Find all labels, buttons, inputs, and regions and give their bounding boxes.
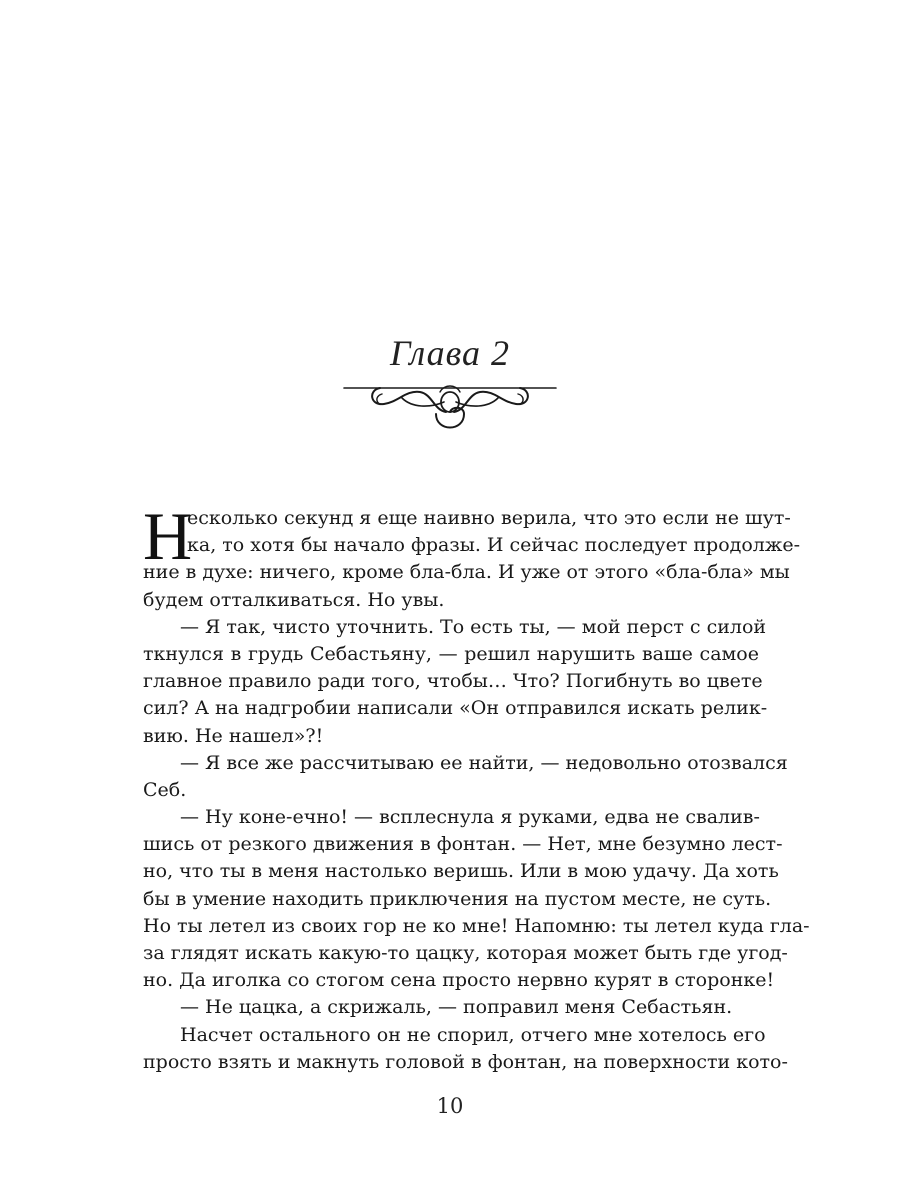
text-line: ка, то хотя бы начало фразы. И сейчас последует продолже- [187,534,800,557]
text-line: — Я так, чисто уточнить. То есть ты, — мой перст с силой [180,615,767,638]
chapter-ornament [340,376,560,438]
text-line: сил? А на надгробии написали «Он отправился искать релик- [143,697,768,720]
text-line: за глядят искать какую-то цацку, которая может быть где угод- [143,942,788,964]
text-line: бы в умение находить приключения на пустом месте, не суть. [143,887,772,910]
text-line: — Я все же рассчитываю ее найти, — недовольно отозвался [180,751,788,774]
text-line: — Не цацка, а скрижаль, — поправил меня Себастьян. [180,996,733,1019]
text-line: но, что ты в меня настолько веришь. Или в мою удачу. Да хоть [143,860,779,883]
text-line: Насчет остального он не спорил, отчего мне хотелось его [180,1023,766,1046]
text-line: просто взять и макнуть головой в фонтан, на поверхности кото- [143,1050,788,1073]
text-line: ние в духе: ничего, кроме бла-бла. И уже от этого «бла-бла» мы [143,561,790,584]
text-line: ткнулся в грудь Себастьяну, — решил нарушить ваше самое [143,642,759,665]
chapter-title: Глава 2 [389,333,511,373]
text-line: есколько секунд я еще наивно верила, что это если не шут- [187,507,791,529]
chapter-text [143,498,810,1076]
page-number: 10 [436,1094,464,1118]
drop-cap: Н [143,498,193,574]
text-line: шись от резкого движения в фонтан. — Нет, мне безумно лест- [143,833,783,856]
text-line: главное правило ради того, чтобы… Что? Погибнуть во цвете [143,670,763,693]
text-line: Но ты летел из своих гор не ко мне! Напомню: ты летел куда гла- [143,914,810,937]
text-line: Себ. [143,778,187,801]
text-line: будем отталкиваться. Но увы. [143,588,445,611]
text-line: вию. Не нашел»?! [143,724,324,747]
text-line: но. Да иголка со стогом сена просто нервно курят в сторонке! [143,969,775,992]
text-line: — Ну коне-ечно! — всплеснула я руками, едва не свалив- [180,806,760,829]
